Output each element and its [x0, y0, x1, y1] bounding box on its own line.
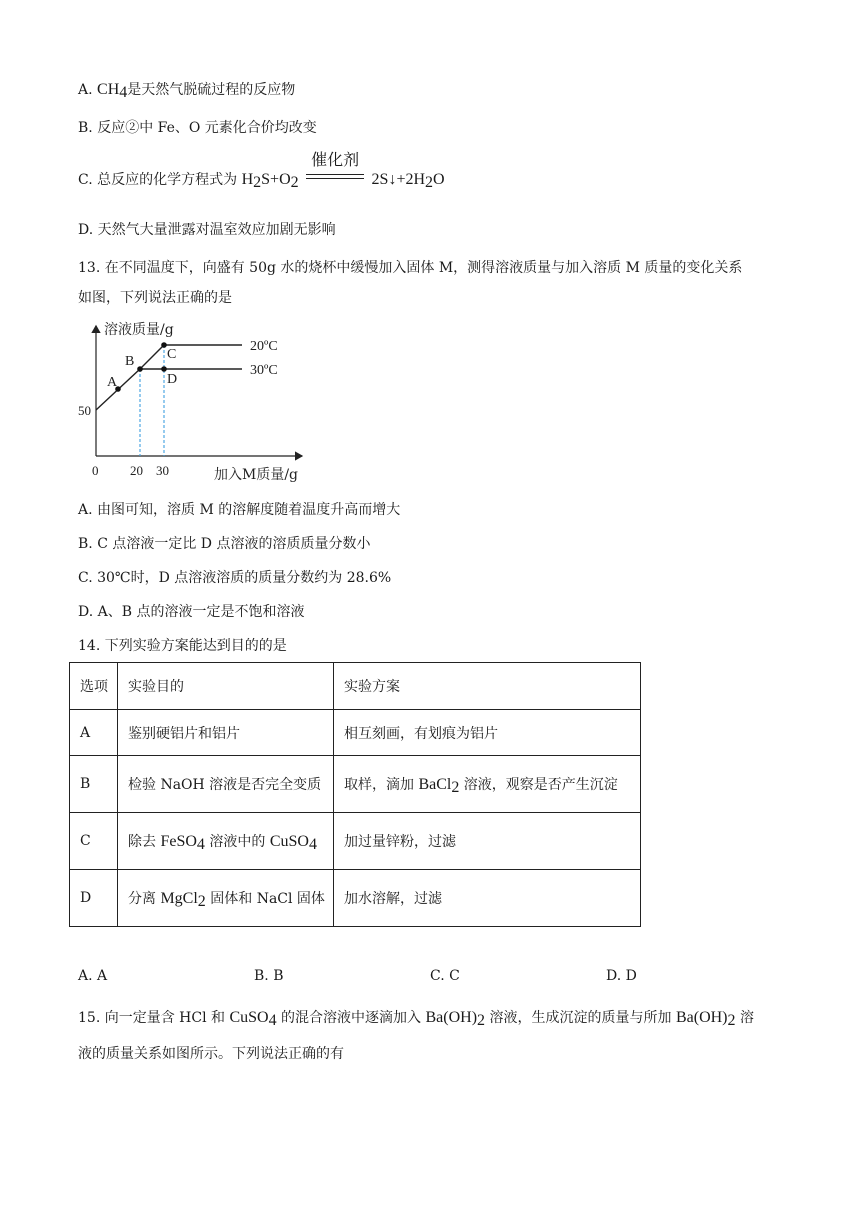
y-axis-label: 溶液质量/g [104, 322, 174, 338]
point-b [137, 366, 143, 372]
x-tick-30: 30 [156, 463, 169, 478]
q12-option-b: B. 反应②中 Fe、O 元素化合价均改变 [78, 120, 317, 136]
point-b-label: B [125, 354, 135, 369]
row-b-plan: 取样，滴加 BaCl$_2$ 溶液，观察是否产生沉淀 [334, 756, 641, 813]
q13-option-c: C. 30℃时，D 点溶液溶质的质量分数约为 28.6% [78, 570, 392, 586]
point-c [161, 342, 167, 348]
point-a-label: A [107, 375, 118, 390]
origin-label: 0 [92, 463, 99, 478]
answer-b: B. B [254, 968, 284, 984]
point-d-label: D [167, 372, 178, 387]
curve-20c-label: 20ºC [250, 339, 278, 354]
q13-option-d: D. A、B 点的溶液一定是不饱和溶液 [78, 604, 305, 620]
curve-30c-label: 30ºC [250, 363, 278, 378]
q15-stem-line1: 15. 向一定量含 HCl 和 CuSO$_4$ 的混合溶液中逐滴加入 $Ba(OH)_2$ 溶液，生成沉淀的质量与所加 $Ba(OH)_2$ 溶 [78, 1009, 754, 1029]
point-c-label: C [167, 347, 177, 362]
point-d [161, 366, 167, 372]
header-option: 选项 [70, 663, 118, 710]
table-row [70, 756, 641, 813]
row-c-purpose: 除去 FeSO$_4$ 溶液中的 CuSO$_4$ [118, 813, 334, 870]
row-b-option: B [70, 756, 118, 813]
q12-option-c: C. 总反应的化学方程式为 $H_2S+O_2$ 催化剂 $2S↓+2H_2O$ [78, 150, 445, 191]
header-plan: 实验方案 [334, 663, 641, 710]
q13-stem-line1: 13. 在不同温度下，向盛有 50g 水的烧杯中缓慢加入固体 M，测得溶液质量与加入溶质 M 质量的变化关系 [78, 260, 743, 276]
experiment-table [69, 662, 641, 927]
y-tick-50: 50 [78, 403, 91, 418]
row-a-plan: 相互刻画，有划痕为铝片 [334, 710, 641, 756]
row-c-plan: 加过量锌粉，过滤 [334, 813, 641, 870]
table-row [70, 710, 641, 756]
row-b-purpose: 检验 NaOH 溶液是否完全变质 [118, 756, 334, 813]
row-c-option: C [70, 813, 118, 870]
table-row [70, 813, 641, 870]
q14-stem: 14. 下列实验方案能达到目的的是 [78, 638, 287, 654]
q12-option-d: D. 天然气大量泄露对温室效应加剧无影响 [78, 222, 336, 238]
q13-option-b: B. C 点溶液一定比 D 点溶液的溶质质量分数小 [78, 536, 371, 552]
q15-stem-line2: 液的质量关系如图所示。下列说法正确的有 [78, 1046, 344, 1062]
answer-d: D. D [606, 968, 637, 984]
reaction-condition: 催化剂 [306, 170, 364, 190]
solubility-graph [70, 318, 320, 488]
answer-a: A. A [78, 968, 108, 984]
row-d-option: D [70, 870, 118, 927]
table-header-row [70, 663, 641, 710]
x-axis-label: 加入M质量/g [214, 467, 299, 483]
row-a-purpose: 鉴别硬铝片和铝片 [118, 710, 334, 756]
table-row [70, 870, 641, 927]
row-a-option: A [70, 710, 118, 756]
x-tick-20: 20 [130, 463, 143, 478]
header-purpose: 实验目的 [118, 663, 334, 710]
q13-stem-line2: 如图，下列说法正确的是 [78, 290, 232, 306]
q13-option-a: A. 由图可知，溶质 M 的溶解度随着温度升高而增大 [78, 502, 401, 518]
row-d-purpose: 分离 MgCl$_2$ 固体和 NaCl 固体 [118, 870, 334, 927]
row-d-plan: 加水溶解，过滤 [334, 870, 641, 927]
q12-option-a: A. $CH_4$是天然气脱硫过程的反应物 [78, 81, 296, 101]
answer-c: C. C [430, 968, 460, 984]
